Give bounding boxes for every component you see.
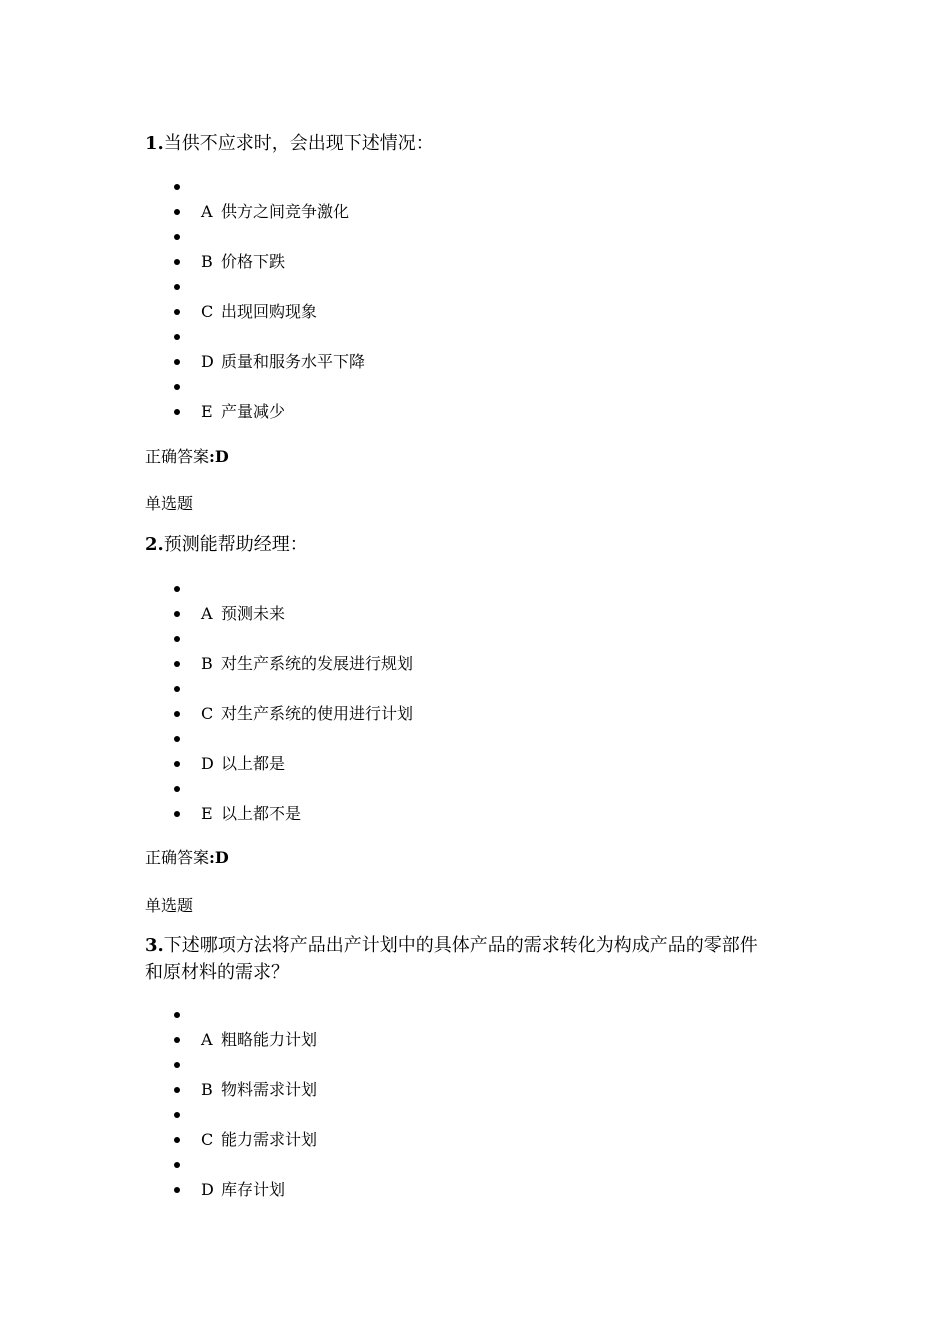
question-3-options — [145, 1002, 317, 1202]
empty-bullet — [145, 274, 365, 299]
question-text-line-2: 和原材料的需求？ — [145, 962, 289, 983]
option-text: 质量和服务水平下降 — [221, 352, 366, 371]
option-text: 库存计划 — [221, 1180, 286, 1199]
option-b — [145, 651, 413, 676]
empty-bullet — [145, 1002, 317, 1027]
question-1-answer — [145, 446, 229, 468]
question-number: 1. — [145, 133, 164, 154]
empty-bullet — [145, 626, 413, 651]
option-d — [145, 349, 365, 374]
option-text: 出现回购现象 — [221, 302, 318, 321]
empty-bullet — [145, 1102, 317, 1127]
option-text: 对生产系统的发展进行规划 — [221, 654, 414, 673]
answer-value: D — [214, 848, 229, 867]
option-letter: C — [201, 1130, 214, 1149]
option-a — [145, 199, 365, 224]
option-d — [145, 1177, 317, 1202]
question-2-answer — [145, 847, 229, 869]
option-letter: B — [201, 1080, 213, 1099]
option-letter: C — [201, 302, 214, 321]
option-b — [145, 1077, 317, 1102]
question-1-title — [145, 130, 825, 157]
option-letter: A — [201, 202, 213, 221]
option-c — [145, 299, 365, 324]
empty-bullet — [145, 1052, 317, 1077]
question-text-line-1 — [145, 932, 825, 959]
option-letter: A — [201, 1030, 213, 1049]
answer-value: D — [214, 447, 229, 466]
empty-bullet — [145, 174, 365, 199]
answer-label: 正确答案 — [145, 848, 210, 867]
question-2-options — [145, 576, 413, 826]
question-number: 3. — [145, 935, 164, 956]
question-3-title — [145, 932, 825, 986]
option-a — [145, 1027, 317, 1052]
option-text: 以上都是 — [221, 754, 286, 773]
option-letter: A — [201, 604, 213, 623]
question-text: 下述哪项方法将产品出产计划中的具体产品的需求转化为构成产品的零部件 — [163, 935, 758, 956]
option-a — [145, 601, 413, 626]
option-letter: D — [201, 754, 214, 773]
empty-bullet — [145, 374, 365, 399]
option-letter: D — [201, 1180, 214, 1199]
empty-bullet — [145, 676, 413, 701]
option-text: 粗略能力计划 — [221, 1030, 318, 1049]
answer-separator: : — [209, 848, 215, 867]
question-type-label: 单选题 — [145, 494, 194, 513]
empty-bullet — [145, 224, 365, 249]
option-text: 供方之间竞争激化 — [221, 202, 350, 221]
question-1-options — [145, 174, 365, 424]
option-e — [145, 801, 413, 826]
option-c — [145, 701, 413, 726]
option-text: 预测未来 — [221, 604, 286, 623]
option-text: 对生产系统的使用进行计划 — [221, 704, 414, 723]
option-letter: E — [201, 402, 213, 421]
empty-bullet — [145, 776, 413, 801]
empty-bullet — [145, 1152, 317, 1177]
option-letter: B — [201, 654, 213, 673]
option-letter: B — [201, 252, 213, 271]
option-letter: E — [201, 804, 213, 823]
option-text: 能力需求计划 — [221, 1130, 318, 1149]
option-letter: D — [201, 352, 214, 371]
option-text: 以上都不是 — [221, 804, 302, 823]
option-text: 物料需求计划 — [221, 1080, 318, 1099]
option-text: 价格下跌 — [221, 252, 286, 271]
option-e — [145, 399, 365, 424]
answer-label: 正确答案 — [145, 447, 210, 466]
empty-bullet — [145, 576, 413, 601]
option-b — [145, 249, 365, 274]
empty-bullet — [145, 324, 365, 349]
question-text: 预测能帮助经理： — [163, 534, 308, 555]
question-2-title — [145, 531, 825, 558]
option-text: 产量减少 — [221, 402, 286, 421]
answer-separator: : — [209, 447, 215, 466]
empty-bullet — [145, 726, 413, 751]
question-number: 2. — [145, 534, 164, 555]
option-d — [145, 751, 413, 776]
option-c — [145, 1127, 317, 1152]
question-type-label: 单选题 — [145, 896, 194, 915]
option-letter: C — [201, 704, 214, 723]
question-text: 当供不应求时，会出现下述情况： — [163, 133, 434, 154]
